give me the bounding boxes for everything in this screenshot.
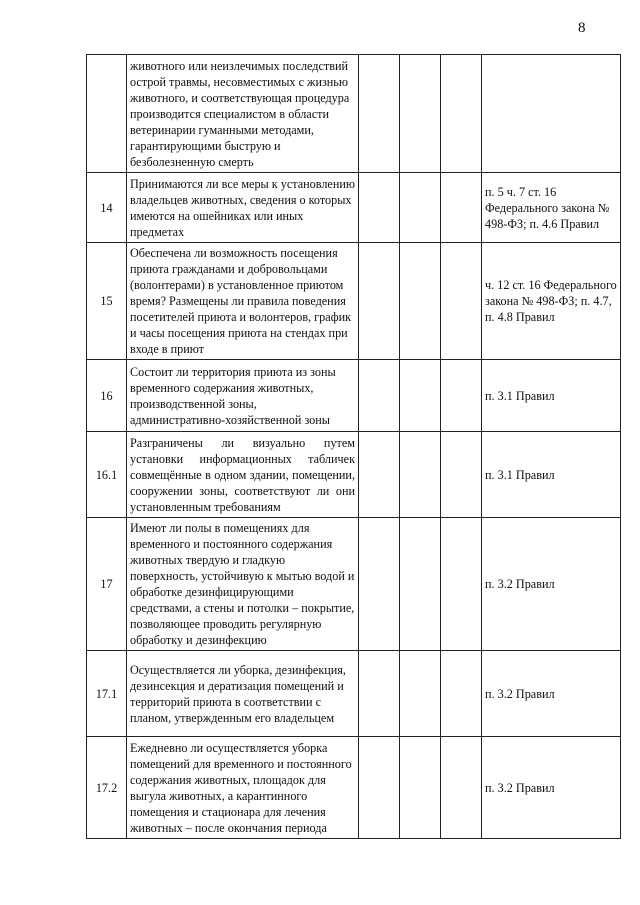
legal-reference: п. 5 ч. 7 ст. 16 Федерального закона № 498-ФЗ; п. 4.6 Правил — [482, 173, 621, 243]
legal-reference: п. 3.2 Правил — [482, 651, 621, 737]
question-text: Состоит ли территория приюта из зоны временного содержания животных, производственной зоны, административно-хозяйственной зоны — [127, 360, 359, 432]
answer-cell-na — [441, 432, 482, 518]
row-number: 17.2 — [87, 737, 127, 839]
table-row — [87, 518, 621, 651]
answer-cell-no — [400, 737, 441, 839]
page-number: 8 — [578, 20, 586, 36]
answer-cell-yes — [359, 243, 400, 360]
row-number: 17.1 — [87, 651, 127, 737]
answer-cell-no — [400, 518, 441, 651]
answer-cell-yes — [359, 55, 400, 173]
row-number: 16.1 — [87, 432, 127, 518]
row-number: 15 — [87, 243, 127, 360]
answer-cell-yes — [359, 173, 400, 243]
table-row — [87, 432, 621, 518]
question-text: животного или неизлечимых последствий острой травмы, несовместимых с жизнью животного, и соответствующая процедура производится специалистом в области ветеринарии гуманными методами, гарантирующими быструю и безболезненную смерть — [127, 55, 359, 173]
table-row — [87, 173, 621, 243]
answer-cell-na — [441, 651, 482, 737]
answer-cell-no — [400, 651, 441, 737]
legal-reference: п. 3.1 Правил — [482, 360, 621, 432]
answer-cell-yes — [359, 518, 400, 651]
row-number — [87, 55, 127, 173]
table-row — [87, 55, 621, 173]
table-row — [87, 737, 621, 839]
answer-cell-yes — [359, 651, 400, 737]
question-text: Принимаются ли все меры к установлению владельцев животных, сведения о которых имеются на ошейниках или иных предметах — [127, 173, 359, 243]
checklist-table — [86, 54, 621, 839]
legal-reference: ч. 12 ст. 16 Федерального закона № 498-ФЗ; п. 4.7, п. 4.8 Правил — [482, 243, 621, 360]
answer-cell-na — [441, 55, 482, 173]
answer-cell-no — [400, 432, 441, 518]
answer-cell-no — [400, 55, 441, 173]
question-text: Имеют ли полы в помещениях для временного и постоянного содержания животных твердую и гладкую поверхность, устойчивую к мытью водой и обработке дезинфицирующими средствами, а стены и потолки – покрытие, позволяющее проводить регулярную обработку и дезинфекцию — [127, 518, 359, 651]
answer-cell-no — [400, 243, 441, 360]
answer-cell-na — [441, 518, 482, 651]
question-text: Обеспечена ли возможность посещения приюта гражданами и добровольцами (волонтерами) в установленное приютом время? Размещены ли правила поведения посетителей приюта и волонтеров, график и часы посещения приюта на стендах при входе в приют — [127, 243, 359, 360]
row-number: 14 — [87, 173, 127, 243]
answer-cell-na — [441, 173, 482, 243]
question-text: Ежедневно ли осуществляется уборка помещений для временного и постоянного содержания животных, площадок для выгула животных, а карантинного помещения и стационара для лечения животных – после окончания периода — [127, 737, 359, 839]
answer-cell-na — [441, 243, 482, 360]
table-row — [87, 651, 621, 737]
answer-cell-no — [400, 173, 441, 243]
table-row — [87, 243, 621, 360]
legal-reference: п. 3.2 Правил — [482, 737, 621, 839]
row-number: 17 — [87, 518, 127, 651]
legal-reference: п. 3.1 Правил — [482, 432, 621, 518]
answer-cell-yes — [359, 360, 400, 432]
row-number: 16 — [87, 360, 127, 432]
table-row — [87, 360, 621, 432]
question-text: Разграничены ли визуально путем установки информационных табличек совмещённые в одном здании, помещении, сооружении зоны, соответствуют ли они установленным требованиям — [127, 432, 359, 518]
question-text: Осуществляется ли уборка, дезинфекция, дезинсекция и дератизация помещений и территорий приюта в соответствии с планом, утвержденным его владельцем — [127, 651, 359, 737]
answer-cell-yes — [359, 737, 400, 839]
legal-reference: п. 3.2 Правил — [482, 518, 621, 651]
answer-cell-no — [400, 360, 441, 432]
legal-reference — [482, 55, 621, 173]
answer-cell-yes — [359, 432, 400, 518]
answer-cell-na — [441, 360, 482, 432]
answer-cell-na — [441, 737, 482, 839]
